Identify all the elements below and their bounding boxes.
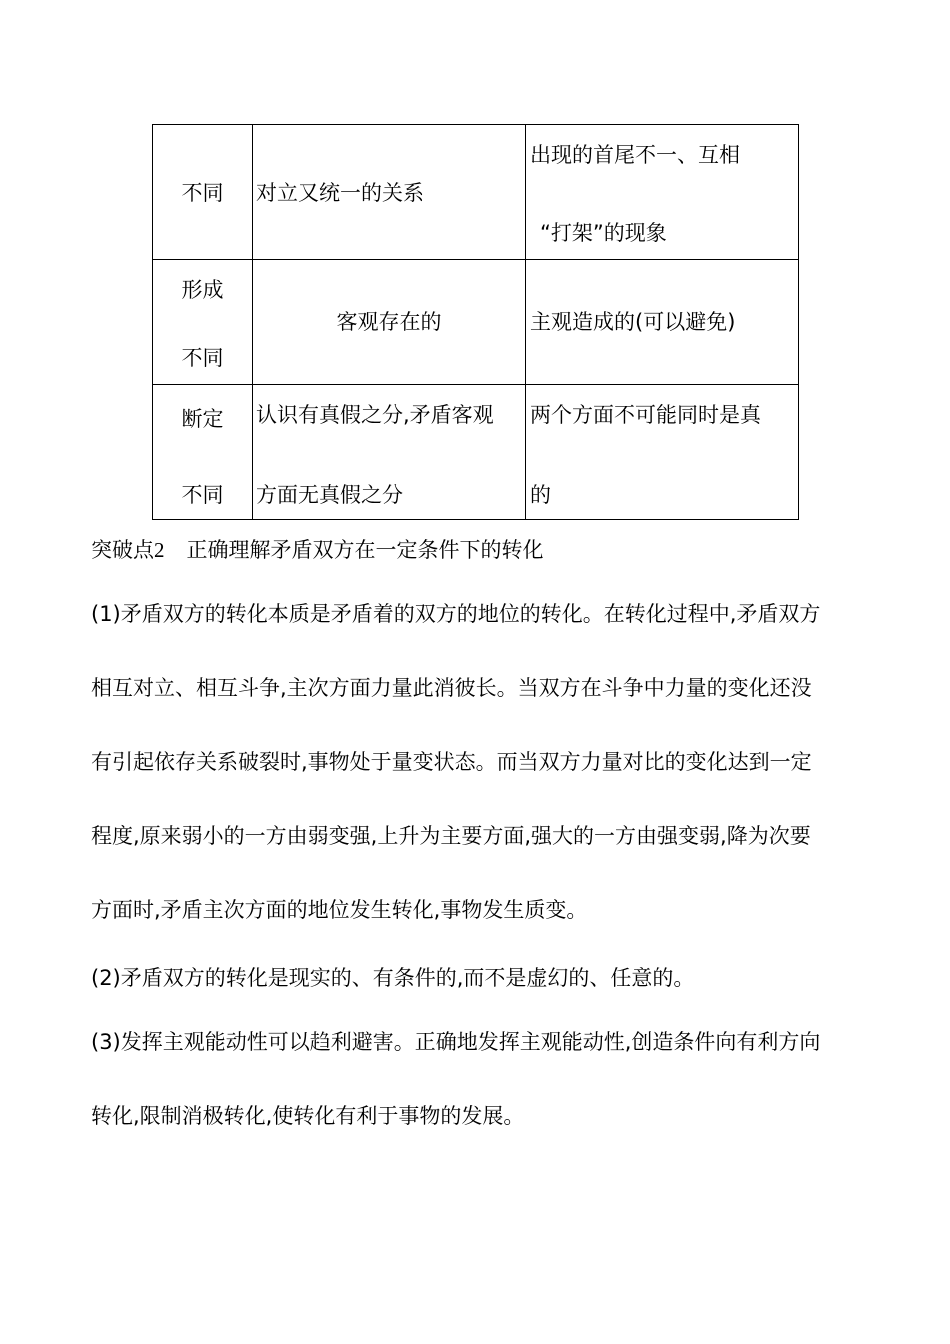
table-cell (526, 385, 799, 520)
cell-text: 认识有真假之分,矛盾客观 (256, 403, 494, 427)
table-cell (253, 125, 526, 260)
cell-text: 出现的首尾不一、互相 (530, 143, 740, 167)
section-prefix: 突破点 (91, 538, 154, 562)
row-label: 不同 (181, 483, 224, 507)
cell-text: 客观存在的 (336, 310, 442, 334)
paragraph-line: (3)发挥主观能动性可以趋利避害。正确地发挥主观能动性,创造条件向有利方向 (91, 1030, 821, 1054)
table-row (153, 125, 799, 260)
section-number: 2 (154, 538, 165, 562)
table-cell (526, 260, 799, 385)
paragraph-line: 程度,原来弱小的一方由弱变强,上升为主要方面,强大的一方由强变弱,降为次要 (91, 824, 811, 848)
table-cell (253, 385, 526, 520)
table-row (153, 385, 799, 520)
paragraph-line: (1)矛盾双方的转化本质是矛盾着的双方的地位的转化。在转化过程中,矛盾双方 (91, 602, 821, 626)
row-label: 断定 (181, 407, 224, 431)
row-label: 形成 (181, 278, 224, 302)
paragraph-line: 有引起依存关系破裂时,事物处于量变状态。而当双方力量对比的变化达到一定 (91, 750, 812, 774)
paragraph-line: 相互对立、相互斗争,主次方面力量此消彼长。当双方在斗争中力量的变化还没 (91, 676, 812, 700)
table-cell (253, 260, 526, 385)
paragraph-3 (91, 1026, 871, 1174)
row-label-cell (153, 125, 253, 260)
section-title: 正确理解矛盾双方在一定条件下的转化 (186, 538, 544, 562)
cell-text: 两个方面不可能同时是真 (530, 403, 761, 427)
table-cell (526, 125, 799, 260)
paragraph-1 (91, 598, 871, 968)
cell-text: 主观造成的(可以避免) (530, 310, 736, 334)
comparison-table (152, 124, 799, 520)
paragraph-line: 方面时,矛盾主次方面的地位发生转化,事物发生质变。 (91, 898, 588, 922)
cell-text: 方面无真假之分 (256, 483, 403, 507)
paragraph-2 (91, 962, 871, 1036)
row-label-cell (153, 385, 253, 520)
section-heading (91, 534, 544, 564)
table-row (153, 260, 799, 385)
paragraph-line: 转化,限制消极转化,使转化有利于事物的发展。 (91, 1104, 525, 1128)
cell-text: 的 (530, 483, 551, 507)
cell-text: 对立又统一的关系 (256, 181, 424, 205)
paragraph-line: (2)矛盾双方的转化是现实的、有条件的,而不是虚幻的、任意的。 (91, 966, 695, 990)
cell-text: “打架”的现象 (540, 221, 667, 245)
row-label-cell (153, 260, 253, 385)
row-label: 不同 (181, 181, 224, 205)
row-label: 不同 (181, 346, 224, 370)
